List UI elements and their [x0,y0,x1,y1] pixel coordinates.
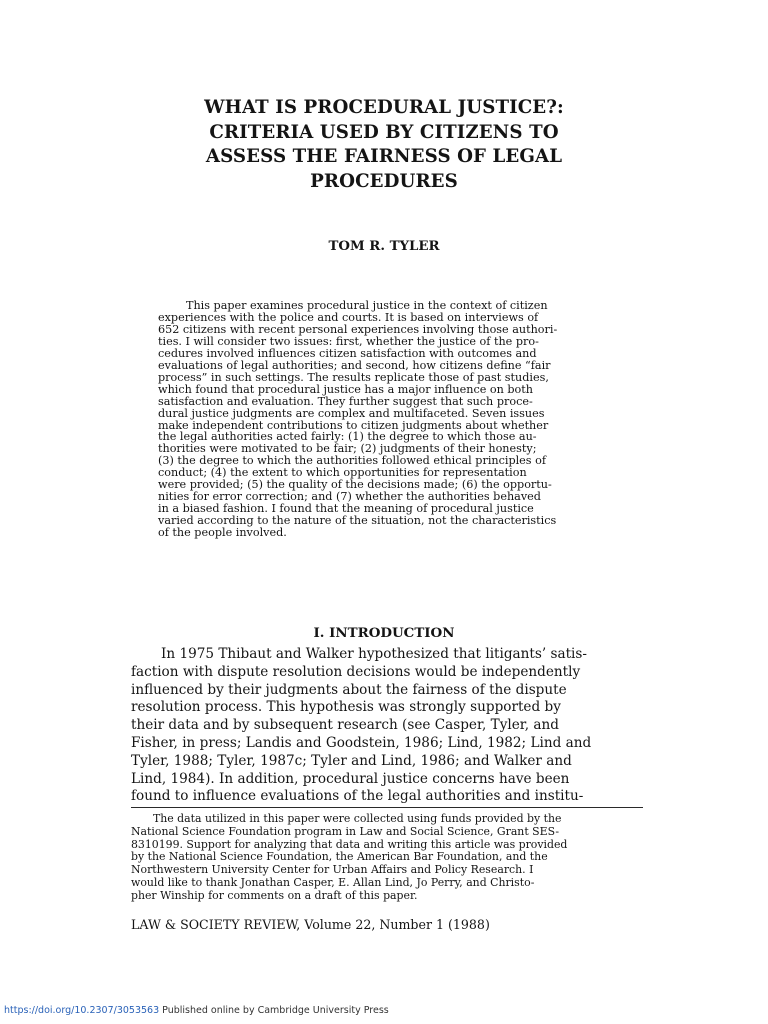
paper-title [140,96,628,194]
body-line: Lind, 1984). In addition, procedural justice concerns have been [131,770,570,787]
body-line: their data and by subsequent research (see Casper, Tyler, and [131,717,559,734]
abstract-line: varied according to the nature of the situation, not the characteristics [158,514,557,528]
title-line: WHAT IS PROCEDURAL JUSTICE?: [204,97,564,118]
doi-bar [0,1003,389,1019]
publisher-note: Published online by Cambridge University Press [159,1005,389,1016]
body-line: In 1975 Thibaut and Walker hypothesized that litigants’ satis- [161,646,587,662]
abstract-line: satisfaction and evaluation. They further suggest that such proce- [158,394,533,408]
abstract-line: process” in such settings. The results replicate those of past studies, [158,370,549,384]
footnote [131,813,643,903]
title-line: ASSESS THE FAIRNESS OF LEGAL [205,146,563,167]
footnote-divider [131,807,643,808]
abstract-line: of the people involved. [158,526,287,540]
body-line: found to influence evaluations of the legal authorities and institu- [131,788,584,805]
body-line: faction with dispute resolution decisions would be independently [131,663,581,680]
footnote-line: National Science Foundation program in Law and Social Science, Grant SES- [131,824,560,838]
footnote-line: pher Winship for comments on a draft of this paper. [131,888,418,902]
abstract-line: were provided; (5) the quality of the decisions made; (6) the opportu- [158,478,552,492]
journal-citation: LAW & SOCIETY REVIEW, Volume 22, Number 1 (1988) [131,917,490,932]
doi-link[interactable]: https://doi.org/10.2307/3053563 [4,1005,160,1016]
body-line: Tyler, 1988; Tyler, 1987c; Tyler and Lind, 1986; and Walker and [131,752,572,769]
abstract-line: experiences with the police and courts. It is based on interviews of [158,310,539,324]
footnote-line: by the National Science Foundation, the American Bar Foundation, and the [131,850,548,864]
abstract-line: the legal authorities acted fairly: (1) the degree to which those au- [158,430,537,444]
footnote-line: The data utilized in this paper were collected using funds provided by the [153,812,562,825]
footnote-line: would like to thank Jonathan Casper, E. Allan Lind, Jo Perry, and Christo- [131,875,535,889]
abstract-line: make independent contributions to citizen judgments about whether [158,418,549,432]
body-line: Fisher, in press; Landis and Goodstein, 1986; Lind, 1982; Lind and [131,734,592,751]
abstract-line: 652 citizens with recent personal experiences involving those authori- [158,322,558,336]
title-line: CRITERIA USED BY CITIZENS TO [209,121,559,143]
abstract-line: conduct; (4) the extent to which opportunities for representation [158,466,527,480]
abstract-line: cedures involved influences citizen satisfaction with outcomes and [158,346,537,360]
abstract-line: dural justice judgments are complex and multifaceted. Seven issues [158,406,545,420]
title-line: PROCEDURES [310,170,458,192]
abstract [158,300,612,539]
abstract-line: which found that procedural justice has a major influence on both [158,382,533,396]
author-name: TOM R. TYLER [328,239,440,254]
abstract-line: in a biased fashion. I found that the meaning of procedural justice [158,502,534,516]
body-line: influenced by their judgments about the fairness of the dispute [131,681,567,698]
section-heading: I. INTRODUCTION [313,625,455,641]
abstract-line: evaluations of legal authorities; and second, how citizens define “fair [158,358,551,372]
footnote-line: 8310199. Support for analyzing that data and writing this article was provided [131,837,568,851]
abstract-line: (3) the degree to which the authorities followed ethical principles of [158,454,546,468]
abstract-line: This paper examines procedural justice in the context of citizen [186,299,548,312]
abstract-line: nities for error correction; and (7) whether the authorities behaved [158,490,541,504]
abstract-line: thorities were motivated to be fair; (2) judgments of their honesty; [158,442,537,456]
body-line: resolution process. This hypothesis was strongly supported by [131,699,561,716]
footnote-line: Northwestern University Center for Urban Affairs and Policy Research. I [131,863,534,877]
abstract-line: ties. I will consider two issues: first, whether the justice of the pro- [158,334,539,348]
body-text [131,646,643,806]
